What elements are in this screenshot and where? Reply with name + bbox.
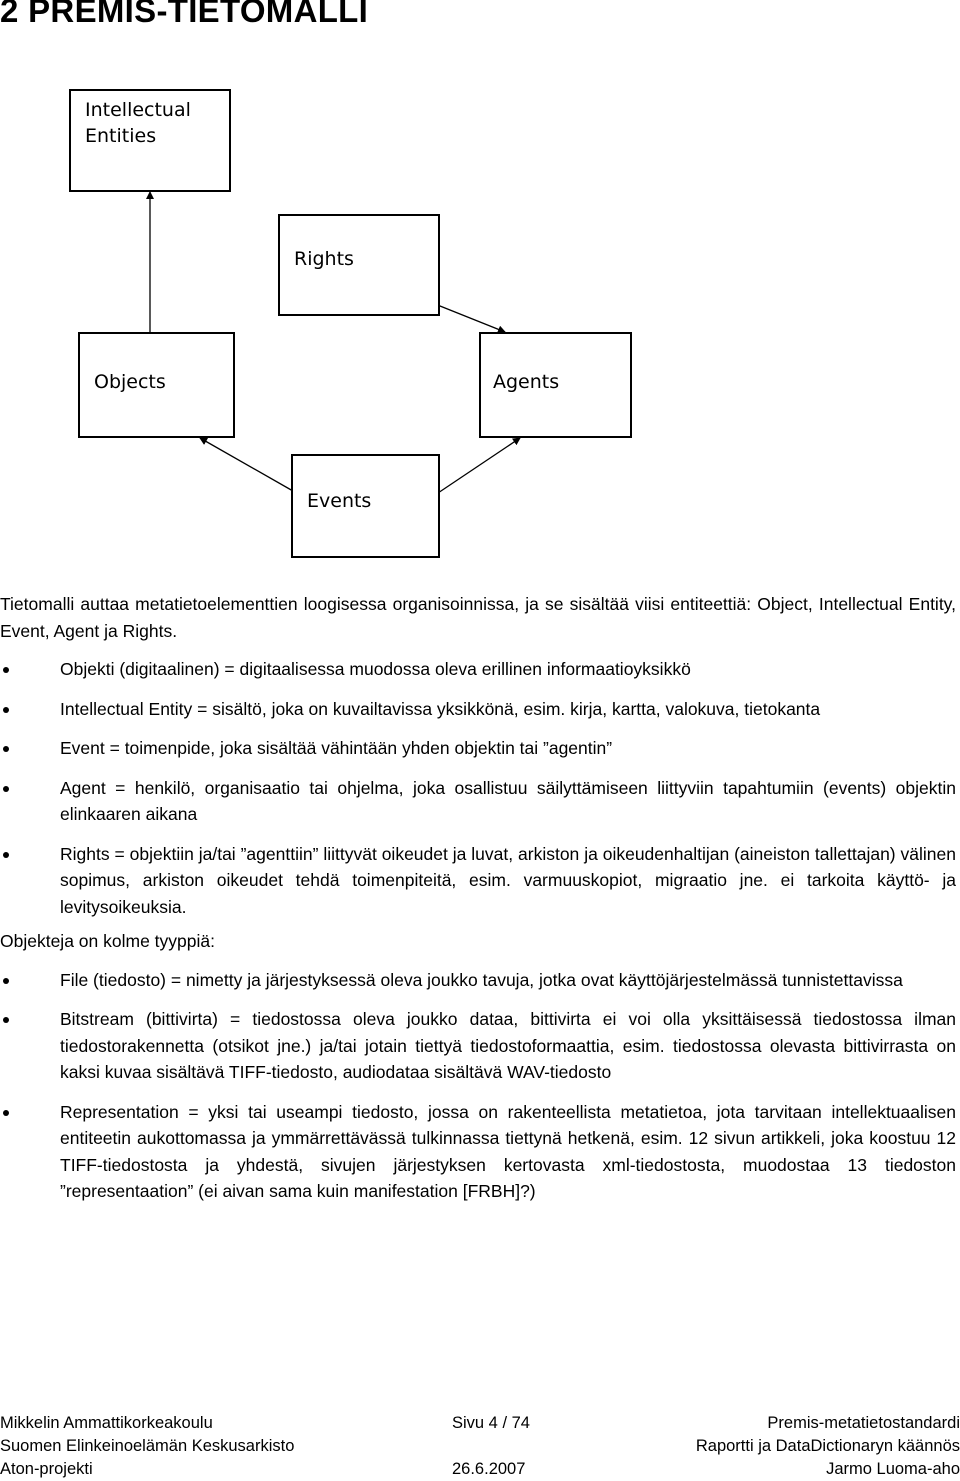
list-item: Representation = yksi tai useampi tiedosto, jossa on rakenteellista metatietoa, jota tarvitaan intellektuaalisen entiteetin aukottomassa ja ymmärrettävässä tulkinnassa tiettynä hetkenä, esim. 12 sivun artikkeli, joka koostuu 12 TIFF-tiedostosta ja yhdestä, sivujen järjestyksen kertovasta xml-tiedostosta, muodostaa 13 tiedoston ”representaation” (ei aivan sama kuin manifestation [FRBH]?) xyxy=(0,1099,956,1205)
box-label-entities: Entities xyxy=(85,125,157,147)
list-item: Intellectual Entity = sisältö, joka on kuvailtavissa yksikkönä, esim. kirja, kartta, valokuva, tietokanta xyxy=(0,696,956,723)
list-item: File (tiedosto) = nimetty ja järjestyksessä oleva joukko tavuja, jotka ovat käyttöjärjestelmässä tunnistettavissa xyxy=(0,967,956,994)
list-item: Rights = objektiin ja/tai ”agenttiin” liittyvät oikeudet ja luvat, arkiston ja oikeudenhaltijan (aineiston tallettajan) välinen sopimus, arkiston oikeudet tehdä toimenpiteitä, esim. varmuuskopiot, migraatio jne. ei tarkoita käyttö- ja levitysoikeuksia. xyxy=(0,841,956,921)
list-item: Objekti (digitaalinen) = digitaalisessa muodossa oleva erillinen informaatioyksikkö xyxy=(0,656,956,683)
intro-paragraph: Tietomalli auttaa metatietoelementtien loogisessa organisoinnissa, ja se sisältää viisi entiteettiä: Object, Intellectual Entity, Event, Agent ja Rights. xyxy=(0,594,956,641)
box-label-objects: Objects xyxy=(94,371,166,393)
arrow-events-to-objects xyxy=(200,438,300,495)
footer-document-subtitle: Raportti ja DataDictionaryn käännös xyxy=(695,1437,960,1455)
footer-archive: Suomen Elinkeinoelämän Keskusarkisto xyxy=(0,1437,295,1455)
footer-document-title: Premis-metatietostandardi xyxy=(767,1414,960,1432)
diagram-box-objects xyxy=(78,332,235,438)
list-item: Agent = henkilö, organisaatio tai ohjelma, joka osallistuu säilyttämiseen liittyviin tapahtumiin (events) objektin elinkaaren aikana xyxy=(0,775,956,828)
diagram-box-events xyxy=(291,454,440,558)
footer-page-number: Sivu 4 / 74 xyxy=(452,1414,530,1432)
footer-row xyxy=(0,1458,960,1481)
footer-row xyxy=(0,1435,960,1458)
object-types-intro: Objekteja on kolme tyyppiä: xyxy=(0,931,215,951)
box-label-events: Events xyxy=(307,490,372,512)
page-footer xyxy=(0,1412,960,1481)
box-label-agents: Agents xyxy=(493,371,560,393)
footer-author: Jarmo Luoma-aho xyxy=(826,1460,960,1478)
page-title: 2 PREMIS-TIETOMALLI xyxy=(0,0,369,29)
box-label-intellectual: Intellectual xyxy=(85,99,191,121)
footer-organization: Mikkelin Ammattikorkeakoulu xyxy=(0,1414,213,1432)
diagram-box-agents xyxy=(479,332,632,438)
footer-row xyxy=(0,1412,960,1435)
arrow-events-to-agents xyxy=(435,438,520,495)
list-item: Event = toimenpide, joka sisältää vähintään yhden objektin tai ”agentin” xyxy=(0,735,956,762)
entity-definitions-list xyxy=(0,656,956,920)
premis-data-model-diagram xyxy=(0,60,960,560)
footer-date: 26.6.2007 xyxy=(452,1460,526,1478)
object-types-list xyxy=(0,967,956,1205)
diagram-box-rights xyxy=(278,214,440,316)
body-text xyxy=(0,591,956,1205)
list-item: Bitstream (bittivirta) = tiedostossa oleva joukko dataa, bittivirta ei voi olla yksittäisessä tiedostossa ilman tiedostorakennetta (otsikot jne.) ja/tai jotain tiettyä tiedostoformaattia, esim. tiedostossa olevasta bittivirrasta on kaksi kuvaa sisältävä TIFF-tiedosto, audiodataa sisältävä WAV-tiedosto xyxy=(0,1006,956,1086)
diagram-box-intellectual-entities xyxy=(69,89,231,192)
box-label-rights: Rights xyxy=(294,248,354,270)
footer-project: Aton-projekti xyxy=(0,1460,93,1478)
